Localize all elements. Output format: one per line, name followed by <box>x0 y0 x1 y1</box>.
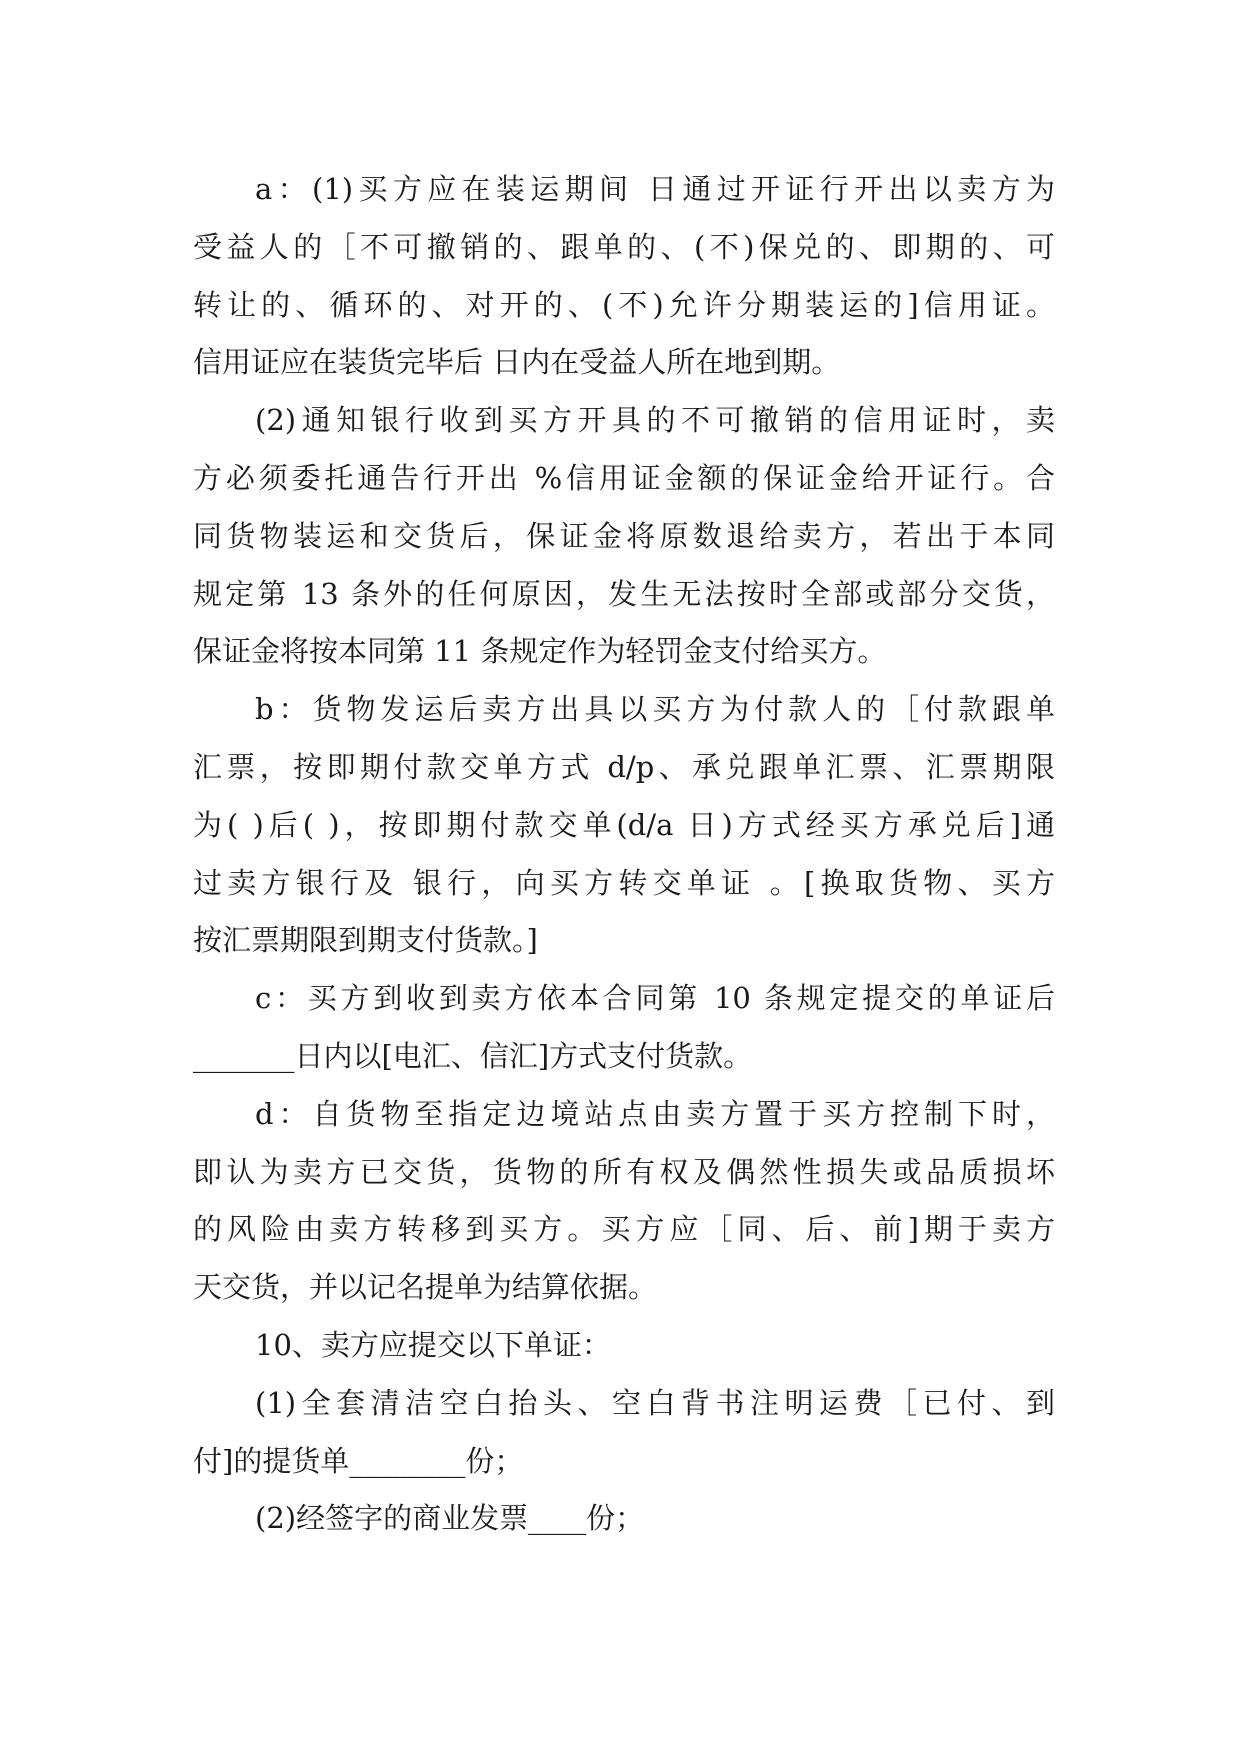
text-line: 的风险由卖方转移到买方。买方应［同、后、前]期于卖方 <box>193 1212 1055 1247</box>
text-line: 受益人的［不可撤销的、跟单的、(不)保兑的、即期的、可 <box>193 229 1055 264</box>
text-line: b：货物发运后卖方出具以买方为付款人的［付款跟单 <box>255 692 1055 727</box>
text-line: 过卖方银行及 银行，向买方转交单证 。[换取货物、买方 <box>193 865 1055 900</box>
text-line: 同货物装运和交货后，保证金将原数退给卖方，若出于本同 <box>193 518 1055 553</box>
text-line: 汇票，按即期付款交单方式 d/p、承兑跟单汇票、汇票期限 <box>193 749 1055 784</box>
text-line: (1)全套清洁空白抬头、空白背书注明运费［已付、到 <box>255 1385 1055 1420</box>
text-line: a：(1)买方应在装运期间 日通过开证行开出以卖方为 <box>255 172 1055 206</box>
text-line: (2)通知银行收到买方开具的不可撤销的信用证时，卖 <box>255 403 1055 438</box>
text-line: d：自货物至指定边境站点由卖方置于买方控制下时， <box>255 1096 1055 1131</box>
text-line: 转让的、循环的、对开的、(不)允许分期装运的]信用证。 <box>193 287 1055 322</box>
text-line: 方必须委托通告行开出 %信用证金额的保证金给开证行。合 <box>193 460 1055 495</box>
text-line: 信用证应在装货完毕后 日内在受益人所在地到期。 <box>193 345 841 380</box>
text-line: 规定第 13 条外的任何原因，发生无法按时全部或部分交货， <box>193 576 1055 611</box>
text-line: 10、卖方应提交以下单证： <box>255 1327 611 1362</box>
text-line: 保证金将按本同第 11 条规定作为轻罚金支付给买方。 <box>193 634 887 669</box>
text-line: 即认为卖方已交货，货物的所有权及偶然性损失或品质损坏 <box>193 1154 1055 1189</box>
document-body <box>193 161 1055 1548</box>
text-line: 为( )后( )，按即期付款交单(d/a 日)方式经买方承兑后]通 <box>193 807 1055 842</box>
text-line: 天交货，并以记名提单为结算依据。 <box>193 1270 658 1305</box>
text-line: c：买方到收到卖方依本合同第 10 条规定提交的单证后 <box>255 981 1055 1016</box>
text-line: 付]的提货单________份； <box>193 1443 524 1478</box>
text-line: 按汇票期限到期支付货款。] <box>193 923 538 958</box>
text-line: (2)经签字的商业发票____份； <box>255 1501 645 1536</box>
text-line: _______日内以[电汇、信汇]方式支付货款。 <box>193 1038 753 1073</box>
